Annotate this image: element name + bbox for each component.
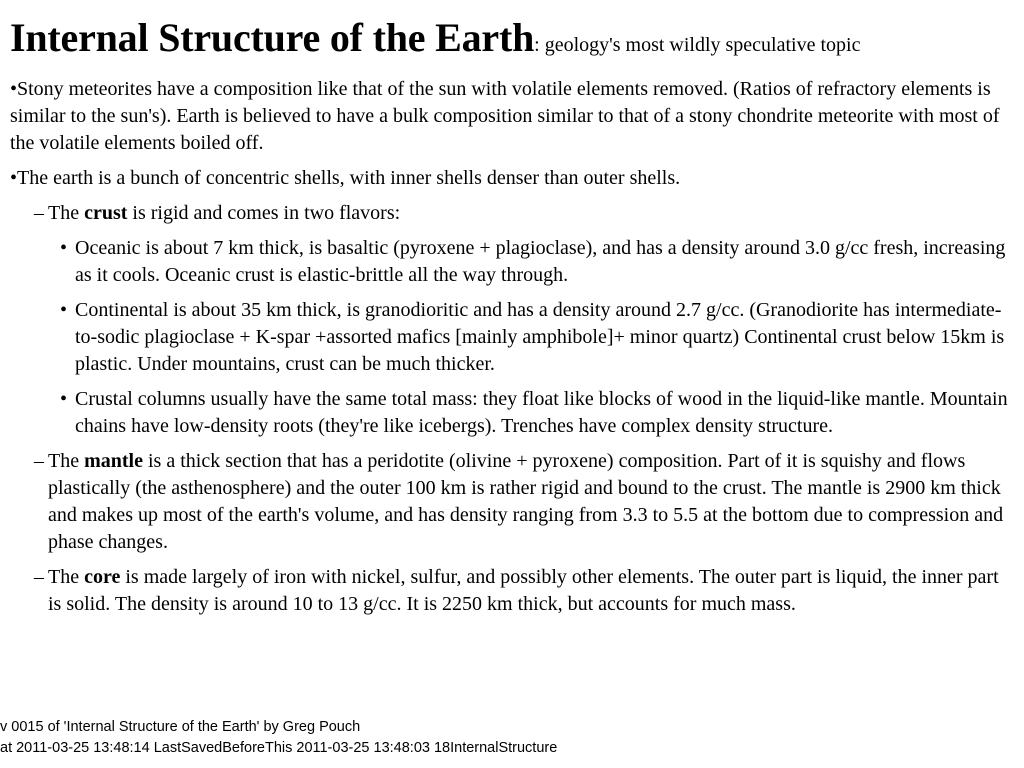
title-main: Internal Structure of the Earth	[10, 15, 535, 60]
bullet-list	[0, 76, 1024, 626]
sub-bullet-core	[0, 564, 1024, 618]
mantle-pre: The	[48, 450, 85, 472]
bullet-marker: •	[60, 237, 68, 259]
crust-item-text: Crustal columns usually have the same total mass: they float like blocks of wood in the liquid-like mantle. Mountain chains have low-density roots (they're like icebergs). Trenches have complex density structure.	[75, 388, 1008, 437]
version-footer	[0, 717, 557, 759]
crust-item-text: Oceanic is about 7 km thick, is basaltic (pyroxene + plagioclase), and has a density around 3.0 g/cc fresh, increasing as it cools. Oceanic crust is elastic-brittle all the way through.	[75, 237, 1006, 286]
dash-marker: –	[34, 450, 44, 472]
bullet-meteorites: •Stony meteorites have a composition like that of the sun with volatile elements removed. (Ratios of refractory elements is similar to the sun's). Earth is believed to have a bulk composition similar to that of a stony chondrite meteorite with most of the volatile elements boiled off.	[10, 78, 1000, 154]
mantle-text: is a thick section that has a peridotite (olivine + pyroxene) composition. Part of it is squishy and flows plastically (the asthenosphere) and the outer 100 km is rather rigid and bound to the crust. The mantle is 2900 km thick and makes up most of the earth's volume, and has density ranging from 3.3 to 5.5 at the bottom due to compression and phase changes.	[48, 450, 1004, 553]
dash-marker: –	[34, 566, 44, 588]
crust-item-text: Continental is about 35 km thick, is granodioritic and has a density around 2.7 g/cc. (Granodiorite has intermediate-to-sodic plagioclase + K-spar +assorted mafics [mainly amphibole]+ minor quartz) Continental crust below 15km is plastic. Under mountains, crust can be much thicker.	[75, 299, 1005, 375]
crust-item-columns	[0, 386, 1024, 440]
mantle-term: mantle	[84, 450, 143, 472]
bullet-concentric-shells: •The earth is a bunch of concentric shells, with inner shells denser than outer shells.	[10, 167, 681, 189]
core-pre: The	[48, 566, 85, 588]
sub-bullet-crust	[0, 200, 1024, 227]
title-subtitle: geology's most wildly speculative topic	[539, 34, 861, 56]
crust-item-continental	[0, 297, 1024, 378]
crust-item-oceanic	[0, 235, 1024, 289]
footer-timestamp-line: at 2011-03-25 13:48:14 LastSavedBeforeThis 2011-03-25 13:48:03 18InternalStructure	[0, 740, 558, 756]
core-term: core	[84, 566, 121, 588]
crust-text: is rigid and comes in two flavors:	[127, 202, 401, 224]
bullet-marker: •	[60, 388, 68, 410]
dash-marker: –	[34, 202, 44, 224]
sub-bullet-mantle	[0, 448, 1024, 556]
footer-version-line: v 0015 of 'Internal Structure of the Earth' by Greg Pouch	[0, 719, 361, 735]
page-title	[10, 15, 861, 60]
crust-pre: The	[48, 202, 85, 224]
crust-term: crust	[84, 202, 128, 224]
core-text: is made largely of iron with nickel, sulfur, and possibly other elements. The outer part is liquid, the inner part is solid. The density is around 10 to 13 g/cc. It is 2250 km thick, but accounts for much mass.	[48, 566, 999, 615]
bullet-marker: •	[60, 299, 68, 321]
title-colon: :	[534, 34, 540, 56]
